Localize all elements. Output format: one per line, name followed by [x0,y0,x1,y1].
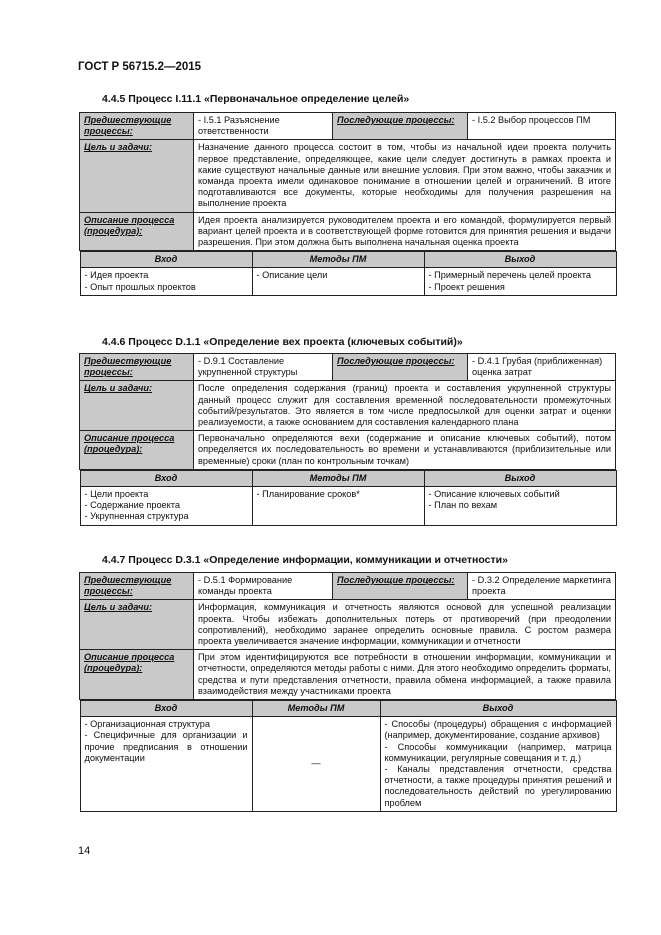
table-row [80,354,616,381]
goal-value: После определения содержания (границ) проекта и составления укрупненной структуры данный процесс служит для составления временной последовательности промежуточных событий/результатов. Это является в том числе предпосылкой для оценки затрат и оценки реализуемости, а также основанием для составления календарного плана [194,381,616,431]
table-row [80,573,616,600]
predecessors-label: Предшествующие процессы: [80,354,194,381]
table-row [80,140,616,212]
goal-value: Информация, коммуникация и отчетность являются основой для успешной реализации проекта. Чтобы избежать дополнительных потерь от противоречий (при преодолении сопротивлений), необходимо заранее определить основные правила. С ростом размера проекта увеличивается значение информации, коммуникации и отчетности [194,600,616,650]
successors-label: Последующие процессы: [333,354,468,381]
table-row [80,251,616,296]
list-item: - Содержание проекта [84,500,180,511]
output-header: Выход [424,470,616,486]
methods-cell [252,487,424,526]
list-item: - Планирование сроков* [256,489,360,500]
output-cell [424,487,616,526]
list-item: - Описание цели [256,270,328,281]
successors-label: Последующие процессы: [333,573,468,600]
methods-dash: — [311,758,321,769]
list-item: - Способы коммуникации (например, матрица коммуникации, регулярные совещания и т. д.) [384,741,612,763]
page-number: 14 [78,845,91,857]
predecessors-label: Предшествующие процессы: [80,113,194,140]
input-header: Вход [80,701,252,717]
methods-cell [252,717,380,812]
goal-value: Назначение данного процесса состоит в том, чтобы из начальной идеи проекта получить первое представление, определяющее, какие цели следует достигнуть в рамках проекта и какие существуют начальные данные или внешние условия. При этом важно, чтобы заказчик и команда проекта имели одинаковое понимание в отношении целей и ограничений. В итоге подготавливаются все документы, которые необходимы для получения разрешения на выполнение проекта [194,140,616,212]
table-row [80,381,616,431]
list-item: - Способы (процедуры) обращения с информацией (например, документирование, создание архивов) [384,719,612,741]
section-title-4-4-5: 4.4.5 Процесс I.11.1 «Первоначальное определение целей» [102,93,410,105]
predecessors-label: Предшествующие процессы: [80,573,194,600]
description-value: Первоначально определяются вехи (содержание и описание ключевых событий), потом определяется их последовательность во времени и устанавливаются (приблизительные или временные) сроки (план по контрольным точкам) [194,431,616,470]
description-label: Описание процесса (процедура): [80,431,194,470]
table-row [80,113,616,140]
methods-header: Методы ПМ [252,701,380,717]
section-title-4-4-7: 4.4.7 Процесс D.3.1 «Определение информации, коммуникации и отчетности» [102,554,508,566]
list-item: - Специфичные для организации и прочие предписания в отношении документации [84,730,248,763]
list-item: - Проект решения [428,281,505,292]
goal-label: Цель и задачи: [80,381,194,431]
table-row [80,431,616,470]
list-item: - Описание ключевых событий [428,489,560,500]
methods-header: Методы ПМ [252,470,424,486]
description-value: При этом идентифицируются все потребности в отношении информации, коммуникации и отчетности, определяются методы работы с ними. Для этого необходимо определить форматы, средства и пути представления отчетности, правила обмена информацией, а также правила взаимодействия между участниками проекта [194,650,616,700]
methods-cell [252,268,424,295]
list-item: - Каналы представления отчетности, средства отчетности, а также процедуры принятия решений и последовательность действий по урегулированию проблем [384,764,612,808]
successors-value: - D.3.2 Определение маркетинга проекта [468,573,616,600]
process-table-d-1-1 [79,353,616,526]
table-row [80,212,616,251]
input-cell [80,268,252,295]
list-item: - План по вехам [428,500,498,511]
process-table-i-11-1 [79,112,616,296]
predecessors-value: - I.5.1 Разъяснение ответственности [194,113,333,140]
table-row [80,469,616,525]
predecessors-value: - D.9.1 Составление укрупненной структуры [194,354,333,381]
goal-label: Цель и задачи: [80,600,194,650]
description-label: Описание процесса (процедура): [80,212,194,251]
list-item: - Опыт прошлых проектов [84,281,196,292]
section-title-4-4-6: 4.4.6 Процесс D.1.1 «Определение вех проекта (ключевых событий)» [102,336,463,348]
successors-value: - D.4.1 Грубая (приближенная) оценка затрат [468,354,616,381]
list-item: - Примерный перечень целей проекта [428,270,591,281]
goal-label: Цель и задачи: [80,140,194,212]
output-cell [380,717,616,812]
list-item: - Цели проекта [84,489,149,500]
input-cell [80,717,252,812]
table-row [80,600,616,650]
process-table-d-3-1 [79,572,616,812]
list-item: - Укрупненная структура [84,511,189,522]
output-cell [424,268,616,295]
list-item: - Организационная структура [84,719,210,730]
list-item: - Идея проекта [84,270,149,281]
output-header: Выход [424,252,616,268]
table-row [80,650,616,700]
input-header: Вход [80,470,252,486]
description-value: Идея проекта анализируется руководителем проекта и его командой, формулируется первый вариант целей проекта и в соответствующей форме готовится для принятия решения и выдачи разрешения. При этом должна быть выполнена начальная оценка проекта [194,212,616,251]
successors-value: - I.5.2 Выбор процессов ПМ [468,113,616,140]
document-header: ГОСТ Р 56715.2—2015 [78,61,202,73]
successors-label: Последующие процессы: [333,113,468,140]
input-cell [80,487,252,526]
table-row [80,700,616,812]
output-header: Выход [380,701,616,717]
input-header: Вход [80,252,252,268]
predecessors-value: - D.5.1 Формирование команды проекта [194,573,333,600]
description-label: Описание процесса (процедура): [80,650,194,700]
methods-header: Методы ПМ [252,252,424,268]
